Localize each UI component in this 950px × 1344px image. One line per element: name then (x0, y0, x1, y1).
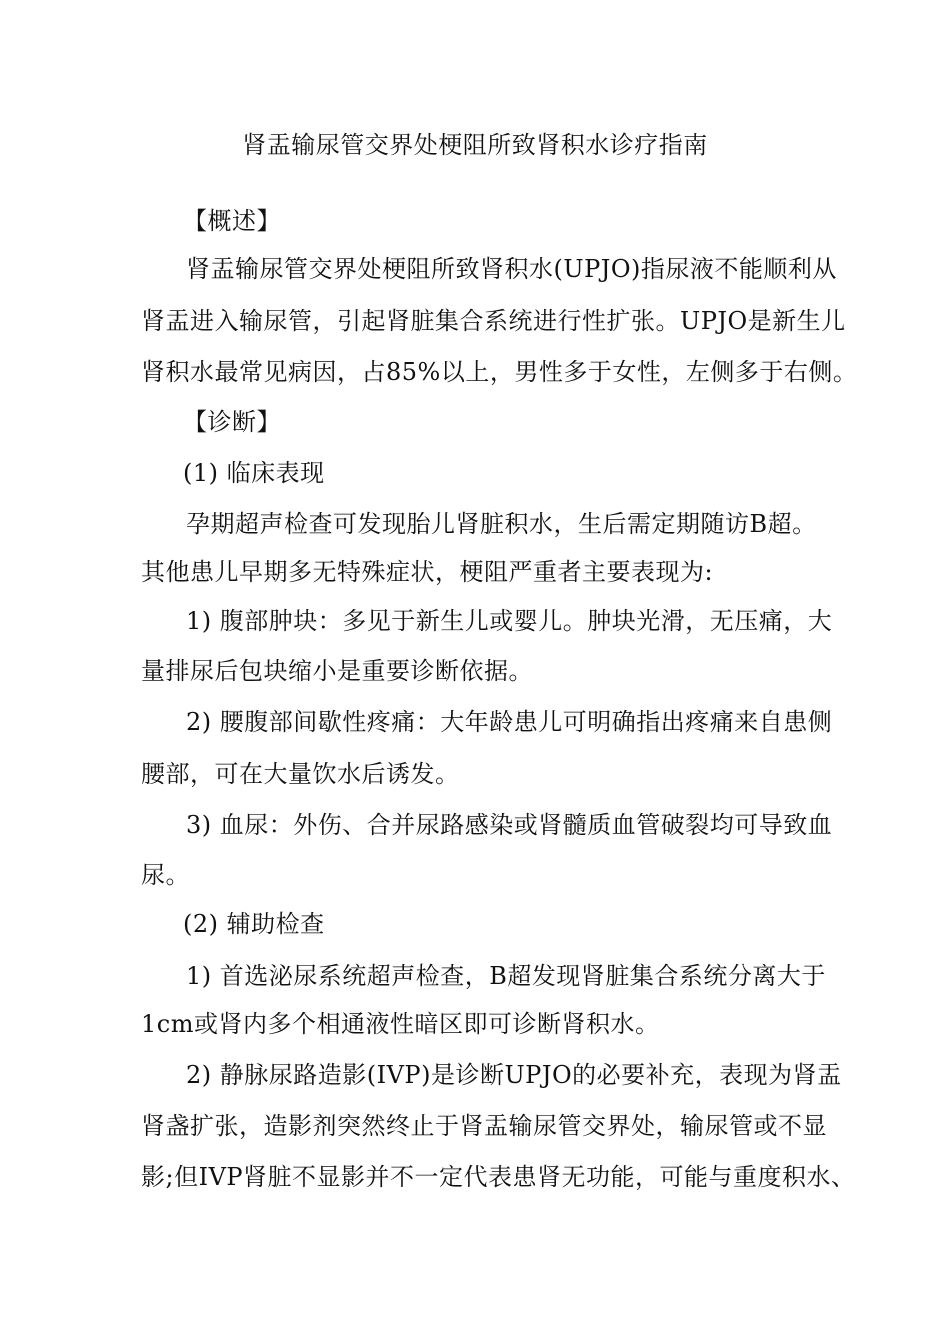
list-item-line: 量排尿后包块缩小是重要诊断依据。 (141, 657, 533, 685)
list-item-line: 1) 首选泌尿系统超声检查，B超发现肾脏集合系统分离大于 (186, 962, 826, 990)
list-item-line: 2) 静脉尿路造影(IVP)是诊断UPJO的必要补充，表现为肾盂 (186, 1061, 842, 1089)
document-title: 肾盂输尿管交界处梗阻所致肾积水诊疗指南 (242, 131, 708, 159)
list-item-line: 肾盏扩张，造影剂突然终止于肾盂输尿管交界处，输尿管或不显 (141, 1112, 827, 1140)
subsection-heading: (2) 辅助检查 (183, 910, 325, 938)
subsection-heading: (1) 临床表现 (183, 459, 325, 487)
list-item-line: 尿。 (141, 861, 190, 889)
list-item-line: 1cm或肾内多个相通液性暗区即可诊断肾积水。 (141, 1010, 660, 1038)
list-item-line: 腰部，可在大量饮水后诱发。 (141, 760, 460, 788)
paragraph-line: 其他患儿早期多无特殊症状，梗阻严重者主要表现为: (141, 558, 714, 586)
list-item-line: 影;但IVP肾脏不显影并不一定代表患肾无功能，可能与重度积水、 (141, 1163, 856, 1191)
list-item-line: 2) 腰腹部间歇性疼痛：大年龄患儿可明确指出疼痛来自患侧 (186, 708, 833, 736)
list-item-line: 1) 腹部肿块：多见于新生儿或婴儿。肿块光滑，无压痛，大 (186, 607, 833, 635)
paragraph-line: 肾盂输尿管交界处梗阻所致肾积水(UPJO)指尿液不能顺利从 (186, 255, 837, 283)
paragraph-line: 孕期超声检查可发现胎儿肾脏积水，生后需定期随访B超。 (186, 510, 817, 538)
list-item-line: 3) 血尿：外伤、合并尿路感染或肾髓质血管破裂均可导致血 (186, 811, 833, 839)
section-heading-diagnosis: 【诊断】 (183, 408, 281, 436)
paragraph-line: 肾盂进入输尿管，引起肾脏集合系统进行性扩张。UPJO是新生儿 (141, 307, 846, 335)
section-heading-overview: 【概述】 (183, 207, 281, 235)
paragraph-line: 肾积水最常见病因，占85%以上，男性多于女性，左侧多于右侧。 (141, 358, 858, 386)
